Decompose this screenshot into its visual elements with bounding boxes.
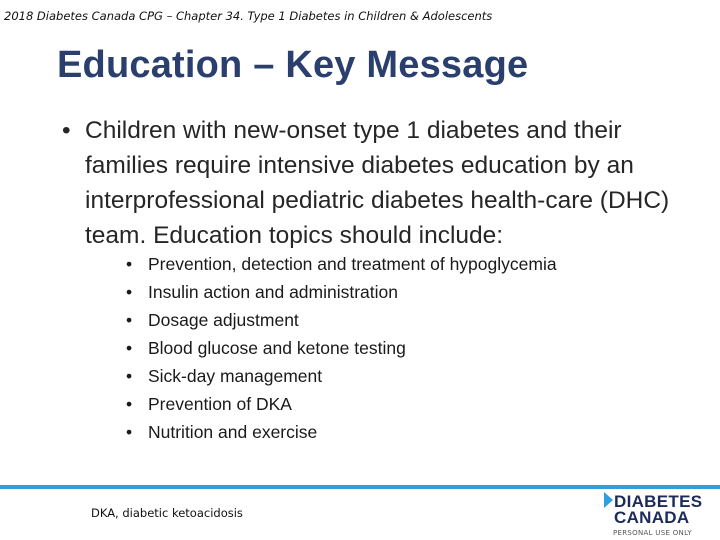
slide-title: Education – Key Message — [57, 44, 529, 86]
logo-line-1: DIABETES — [614, 492, 703, 511]
diabetes-canada-logo — [604, 491, 714, 527]
main-bullet-text: Children with new-onset type 1 diabetes and their families require intensive diabetes education by an interprofessional pediatric diabetes health-care (DHC) team. Education topics should include: — [85, 117, 670, 249]
bullet-dot: • — [62, 117, 71, 144]
list-item: • Nutrition and exercise — [126, 422, 318, 442]
abbreviation-footnote: DKA, diabetic ketoacidosis — [91, 506, 243, 520]
chapter-reference: 2018 Diabetes Canada CPG – Chapter 34. Type 1 Diabetes in Children & Adolescents — [4, 9, 493, 23]
list-item: • Sick-day management — [126, 366, 323, 386]
logo-tagline: PERSONAL USE ONLY — [613, 529, 692, 537]
main-bullet — [62, 113, 692, 253]
education-topics-list — [126, 250, 557, 446]
logo-arrow-icon — [604, 492, 613, 508]
list-item: • Dosage adjustment — [126, 310, 299, 330]
logo-line-2: CANADA — [614, 508, 690, 527]
list-item: • Insulin action and administration — [126, 282, 399, 302]
list-item: • Blood glucose and ketone testing — [126, 338, 406, 358]
list-item: • Prevention of DKA — [126, 394, 292, 414]
footer-divider — [0, 485, 720, 489]
list-item: • Prevention, detection and treatment of hypoglycemia — [126, 254, 557, 274]
